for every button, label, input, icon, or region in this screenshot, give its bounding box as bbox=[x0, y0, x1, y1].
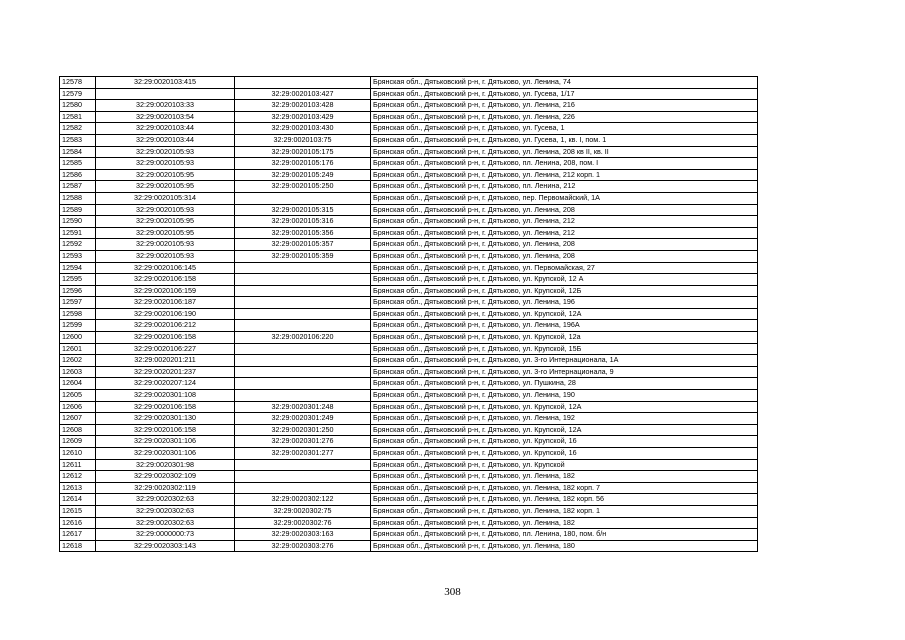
cadastral-number-cell: 32:29:0020105:314 bbox=[96, 192, 235, 204]
row-number-cell: 12586 bbox=[60, 169, 96, 181]
object-cadastral-number-cell bbox=[235, 77, 371, 89]
row-number-cell: 12584 bbox=[60, 146, 96, 158]
address-cell: Брянская обл., Дятьковский р-н, г. Дятьково, ул. Ленина, 182 корп. 7 bbox=[371, 482, 758, 494]
table-row bbox=[60, 540, 758, 552]
object-cadastral-number-cell: 32:29:0020105:316 bbox=[235, 216, 371, 228]
row-number-cell: 12583 bbox=[60, 134, 96, 146]
object-cadastral-number-cell: 32:29:0020301:248 bbox=[235, 401, 371, 413]
row-number-cell: 12604 bbox=[60, 378, 96, 390]
cadastral-number-cell: 32:29:0020103:54 bbox=[96, 111, 235, 123]
table-row bbox=[60, 390, 758, 402]
table-row bbox=[60, 482, 758, 494]
row-number-cell: 12610 bbox=[60, 448, 96, 460]
table-row bbox=[60, 366, 758, 378]
table-row bbox=[60, 169, 758, 181]
table-row bbox=[60, 343, 758, 355]
address-cell: Брянская обл., Дятьковский р-н, г. Дятьково, ул. Ленина, 190 bbox=[371, 390, 758, 402]
object-cadastral-number-cell: 32:29:0020105:249 bbox=[235, 169, 371, 181]
address-cell: Брянская обл., Дятьковский р-н, г. Дятьково, ул. Ленина, 208 bbox=[371, 250, 758, 262]
row-number-cell: 12593 bbox=[60, 250, 96, 262]
address-cell: Брянская обл., Дятьковский р-н, г. Дятьково, ул. Гусева, 1 bbox=[371, 123, 758, 135]
table-row bbox=[60, 308, 758, 320]
table-row bbox=[60, 216, 758, 228]
table-row bbox=[60, 123, 758, 135]
table-row bbox=[60, 134, 758, 146]
object-cadastral-number-cell: 32:29:0020103:429 bbox=[235, 111, 371, 123]
address-cell: Брянская обл., Дятьковский р-н, г. Дятьково, ул. Ленина, 180 bbox=[371, 540, 758, 552]
table-row bbox=[60, 192, 758, 204]
address-cell: Брянская обл., Дятьковский р-н, г. Дятьково, ул. Ленина, 208 bbox=[371, 204, 758, 216]
table-row bbox=[60, 517, 758, 529]
address-cell: Брянская обл., Дятьковский р-н, г. Дятьково, ул. Крупской, 12А bbox=[371, 424, 758, 436]
object-cadastral-number-cell: 32:29:0020103:427 bbox=[235, 88, 371, 100]
cadastral-number-cell: 32:29:0020103:44 bbox=[96, 134, 235, 146]
cadastral-number-cell: 32:29:0020201:211 bbox=[96, 355, 235, 367]
row-number-cell: 12582 bbox=[60, 123, 96, 135]
address-cell: Брянская обл., Дятьковский р-н, г. Дятьково, пл. Ленина, 208, пом. I bbox=[371, 158, 758, 170]
cadastral-number-cell: 32:29:0020301:106 bbox=[96, 436, 235, 448]
object-cadastral-number-cell: 32:29:0020105:357 bbox=[235, 239, 371, 251]
table-row bbox=[60, 448, 758, 460]
table-row bbox=[60, 250, 758, 262]
row-number-cell: 12602 bbox=[60, 355, 96, 367]
row-number-cell: 12600 bbox=[60, 332, 96, 344]
object-cadastral-number-cell: 32:29:0020302:76 bbox=[235, 517, 371, 529]
table-row bbox=[60, 494, 758, 506]
cadastral-number-cell: 32:29:0020105:93 bbox=[96, 204, 235, 216]
table-row bbox=[60, 239, 758, 251]
table-row bbox=[60, 227, 758, 239]
table-row bbox=[60, 285, 758, 297]
address-cell: Брянская обл., Дятьковский р-н, г. Дятьково, ул. Ленина, 182 bbox=[371, 471, 758, 483]
table-row bbox=[60, 100, 758, 112]
object-cadastral-number-cell bbox=[235, 192, 371, 204]
object-cadastral-number-cell bbox=[235, 459, 371, 471]
table-row bbox=[60, 204, 758, 216]
table-row bbox=[60, 262, 758, 274]
object-cadastral-number-cell bbox=[235, 262, 371, 274]
object-cadastral-number-cell: 32:29:0020303:163 bbox=[235, 529, 371, 541]
object-cadastral-number-cell: 32:29:0020301:250 bbox=[235, 424, 371, 436]
cadastral-number-cell: 32:29:0020106:187 bbox=[96, 297, 235, 309]
row-number-cell: 12581 bbox=[60, 111, 96, 123]
row-number-cell: 12614 bbox=[60, 494, 96, 506]
address-cell: Брянская обл., Дятьковский р-н, г. Дятьково, пер. Первомайский, 1А bbox=[371, 192, 758, 204]
cadastral-number-cell: 32:29:0020106:158 bbox=[96, 424, 235, 436]
row-number-cell: 12607 bbox=[60, 413, 96, 425]
row-number-cell: 12587 bbox=[60, 181, 96, 193]
object-cadastral-number-cell: 32:29:0020301:277 bbox=[235, 448, 371, 460]
cadastral-number-cell: 32:29:0020103:44 bbox=[96, 123, 235, 135]
object-cadastral-number-cell: 32:29:0020103:430 bbox=[235, 123, 371, 135]
object-cadastral-number-cell: 32:29:0020105:315 bbox=[235, 204, 371, 216]
registry-table-body bbox=[60, 77, 758, 552]
cadastral-number-cell bbox=[96, 88, 235, 100]
row-number-cell: 12612 bbox=[60, 471, 96, 483]
address-cell: Брянская обл., Дятьковский р-н, г. Дятьково, ул. Ленина, 182 bbox=[371, 517, 758, 529]
row-number-cell: 12617 bbox=[60, 529, 96, 541]
object-cadastral-number-cell bbox=[235, 308, 371, 320]
object-cadastral-number-cell: 32:29:0020301:249 bbox=[235, 413, 371, 425]
cadastral-number-cell: 32:29:0020105:93 bbox=[96, 250, 235, 262]
address-cell: Брянская обл., Дятьковский р-н, г. Дятьково, ул. Крупской, 12Б bbox=[371, 285, 758, 297]
table-row bbox=[60, 424, 758, 436]
address-cell: Брянская обл., Дятьковский р-н, г. Дятьково, ул. Гусева, 1/17 bbox=[371, 88, 758, 100]
row-number-cell: 12618 bbox=[60, 540, 96, 552]
cadastral-number-cell: 32:29:0020301:130 bbox=[96, 413, 235, 425]
cadastral-number-cell: 32:29:0020106:158 bbox=[96, 401, 235, 413]
row-number-cell: 12590 bbox=[60, 216, 96, 228]
row-number-cell: 12578 bbox=[60, 77, 96, 89]
cadastral-number-cell: 32:29:0020302:63 bbox=[96, 505, 235, 517]
cadastral-number-cell: 32:29:0020103:415 bbox=[96, 77, 235, 89]
cadastral-number-cell: 32:29:0020106:227 bbox=[96, 343, 235, 355]
address-cell: Брянская обл., Дятьковский р-н, г. Дятьково, ул. Ленина, 212 bbox=[371, 227, 758, 239]
address-cell: Брянская обл., Дятьковский р-н, г. Дятьково, ул. Ленина, 208 bbox=[371, 239, 758, 251]
row-number-cell: 12596 bbox=[60, 285, 96, 297]
table-row bbox=[60, 77, 758, 89]
table-row bbox=[60, 355, 758, 367]
row-number-cell: 12615 bbox=[60, 505, 96, 517]
address-cell: Брянская обл., Дятьковский р-н, г. Дятьково, ул. Крупской, 12 А bbox=[371, 274, 758, 286]
table-row bbox=[60, 320, 758, 332]
cadastral-number-cell: 32:29:0020105:95 bbox=[96, 169, 235, 181]
address-cell: Брянская обл., Дятьковский р-н, г. Дятьково, ул. Ленина, 212 bbox=[371, 216, 758, 228]
address-cell: Брянская обл., Дятьковский р-н, г. Дятьково, ул. Крупской, 16 bbox=[371, 448, 758, 460]
row-number-cell: 12609 bbox=[60, 436, 96, 448]
address-cell: Брянская обл., Дятьковский р-н, г. Дятьково, пл. Ленина, 180, пом. б/н bbox=[371, 529, 758, 541]
object-cadastral-number-cell: 32:29:0020105:176 bbox=[235, 158, 371, 170]
cadastral-number-cell: 32:29:0020105:95 bbox=[96, 227, 235, 239]
table-row bbox=[60, 88, 758, 100]
cadastral-number-cell: 32:29:0020106:159 bbox=[96, 285, 235, 297]
object-cadastral-number-cell bbox=[235, 390, 371, 402]
object-cadastral-number-cell bbox=[235, 343, 371, 355]
table-row bbox=[60, 471, 758, 483]
object-cadastral-number-cell: 32:29:0020301:276 bbox=[235, 436, 371, 448]
table-row bbox=[60, 181, 758, 193]
address-cell: Брянская обл., Дятьковский р-н, г. Дятьково, ул. Крупской bbox=[371, 459, 758, 471]
object-cadastral-number-cell: 32:29:0020105:356 bbox=[235, 227, 371, 239]
registry-table bbox=[59, 76, 758, 552]
cadastral-number-cell: 32:29:0020301:108 bbox=[96, 390, 235, 402]
cadastral-number-cell: 32:29:0020105:95 bbox=[96, 216, 235, 228]
address-cell: Брянская обл., Дятьковский р-н, г. Дятьково, ул. Пушкина, 28 bbox=[371, 378, 758, 390]
table-row bbox=[60, 378, 758, 390]
cadastral-number-cell: 32:29:0020301:98 bbox=[96, 459, 235, 471]
address-cell: Брянская обл., Дятьковский р-н, г. Дятьково, ул. Ленина, 196А bbox=[371, 320, 758, 332]
table-row bbox=[60, 146, 758, 158]
table-row bbox=[60, 459, 758, 471]
cadastral-number-cell: 32:29:0020106:145 bbox=[96, 262, 235, 274]
row-number-cell: 12579 bbox=[60, 88, 96, 100]
object-cadastral-number-cell bbox=[235, 471, 371, 483]
address-cell: Брянская обл., Дятьковский р-н, г. Дятьково, ул. Крупской, 12а bbox=[371, 332, 758, 344]
address-cell: Брянская обл., Дятьковский р-н, г. Дятьково, ул. 3-го Интернационала, 9 bbox=[371, 366, 758, 378]
row-number-cell: 12597 bbox=[60, 297, 96, 309]
object-cadastral-number-cell: 32:29:0020303:276 bbox=[235, 540, 371, 552]
address-cell: Брянская обл., Дятьковский р-н, г. Дятьково, ул. Ленина, 216 bbox=[371, 100, 758, 112]
row-number-cell: 12613 bbox=[60, 482, 96, 494]
address-cell: Брянская обл., Дятьковский р-н, г. Дятьково, ул. Крупской, 15Б bbox=[371, 343, 758, 355]
row-number-cell: 12595 bbox=[60, 274, 96, 286]
object-cadastral-number-cell: 32:29:0020103:428 bbox=[235, 100, 371, 112]
row-number-cell: 12603 bbox=[60, 366, 96, 378]
table-row bbox=[60, 274, 758, 286]
cadastral-number-cell: 32:29:0000000:73 bbox=[96, 529, 235, 541]
object-cadastral-number-cell: 32:29:0020103:75 bbox=[235, 134, 371, 146]
cadastral-number-cell: 32:29:0020103:33 bbox=[96, 100, 235, 112]
row-number-cell: 12588 bbox=[60, 192, 96, 204]
cadastral-number-cell: 32:29:0020302:109 bbox=[96, 471, 235, 483]
object-cadastral-number-cell: 32:29:0020106:220 bbox=[235, 332, 371, 344]
address-cell: Брянская обл., Дятьковский р-н, г. Дятьково, ул. Гусева, 1, кв. I, пом. 1 bbox=[371, 134, 758, 146]
cadastral-number-cell: 32:29:0020105:95 bbox=[96, 181, 235, 193]
cadastral-number-cell: 32:29:0020302:63 bbox=[96, 494, 235, 506]
table-row bbox=[60, 529, 758, 541]
row-number-cell: 12592 bbox=[60, 239, 96, 251]
row-number-cell: 12591 bbox=[60, 227, 96, 239]
table-row bbox=[60, 297, 758, 309]
address-cell: Брянская обл., Дятьковский р-н, г. Дятьково, ул. Ленина, 74 bbox=[371, 77, 758, 89]
cadastral-number-cell: 32:29:0020105:93 bbox=[96, 146, 235, 158]
table-row bbox=[60, 158, 758, 170]
object-cadastral-number-cell: 32:29:0020105:359 bbox=[235, 250, 371, 262]
cadastral-number-cell: 32:29:0020201:237 bbox=[96, 366, 235, 378]
cadastral-number-cell: 32:29:0020302:119 bbox=[96, 482, 235, 494]
cadastral-number-cell: 32:29:0020106:158 bbox=[96, 274, 235, 286]
row-number-cell: 12605 bbox=[60, 390, 96, 402]
row-number-cell: 12589 bbox=[60, 204, 96, 216]
object-cadastral-number-cell: 32:29:0020105:250 bbox=[235, 181, 371, 193]
cadastral-number-cell: 32:29:0020106:212 bbox=[96, 320, 235, 332]
object-cadastral-number-cell bbox=[235, 355, 371, 367]
object-cadastral-number-cell: 32:29:0020105:175 bbox=[235, 146, 371, 158]
address-cell: Брянская обл., Дятьковский р-н, г. Дятьково, ул. Крупской, 12А bbox=[371, 308, 758, 320]
object-cadastral-number-cell bbox=[235, 366, 371, 378]
row-number-cell: 12616 bbox=[60, 517, 96, 529]
cadastral-number-cell: 32:29:0020303:143 bbox=[96, 540, 235, 552]
row-number-cell: 12580 bbox=[60, 100, 96, 112]
object-cadastral-number-cell bbox=[235, 378, 371, 390]
cadastral-number-cell: 32:29:0020301:106 bbox=[96, 448, 235, 460]
row-number-cell: 12611 bbox=[60, 459, 96, 471]
cadastral-number-cell: 32:29:0020105:93 bbox=[96, 239, 235, 251]
object-cadastral-number-cell: 32:29:0020302:75 bbox=[235, 505, 371, 517]
address-cell: Брянская обл., Дятьковский р-н, г. Дятьково, ул. Ленина, 208 кв II, кв. II bbox=[371, 146, 758, 158]
row-number-cell: 12594 bbox=[60, 262, 96, 274]
cadastral-number-cell: 32:29:0020106:190 bbox=[96, 308, 235, 320]
address-cell: Брянская обл., Дятьковский р-н, г. Дятьково, ул. Ленина, 182 корп. 1 bbox=[371, 505, 758, 517]
address-cell: Брянская обл., Дятьковский р-н, г. Дятьково, ул. Ленина, 212 корп. 1 bbox=[371, 169, 758, 181]
object-cadastral-number-cell bbox=[235, 285, 371, 297]
cadastral-number-cell: 32:29:0020106:158 bbox=[96, 332, 235, 344]
row-number-cell: 12601 bbox=[60, 343, 96, 355]
address-cell: Брянская обл., Дятьковский р-н, г. Дятьково, ул. Ленина, 192 bbox=[371, 413, 758, 425]
address-cell: Брянская обл., Дятьковский р-н, г. Дятьково, ул. Крупской, 12А bbox=[371, 401, 758, 413]
address-cell: Брянская обл., Дятьковский р-н, г. Дятьково, ул. Крупской, 16 bbox=[371, 436, 758, 448]
page-number: 308 bbox=[444, 586, 461, 598]
object-cadastral-number-cell bbox=[235, 297, 371, 309]
address-cell: Брянская обл., Дятьковский р-н, г. Дятьково, ул. Ленина, 196 bbox=[371, 297, 758, 309]
cadastral-number-cell: 32:29:0020105:93 bbox=[96, 158, 235, 170]
cadastral-number-cell: 32:29:0020302:63 bbox=[96, 517, 235, 529]
row-number-cell: 12598 bbox=[60, 308, 96, 320]
table-row bbox=[60, 436, 758, 448]
object-cadastral-number-cell bbox=[235, 274, 371, 286]
object-cadastral-number-cell bbox=[235, 482, 371, 494]
address-cell: Брянская обл., Дятьковский р-н, г. Дятьково, пл. Ленина, 212 bbox=[371, 181, 758, 193]
cadastral-number-cell: 32:29:0020207:124 bbox=[96, 378, 235, 390]
object-cadastral-number-cell bbox=[235, 320, 371, 332]
row-number-cell: 12608 bbox=[60, 424, 96, 436]
row-number-cell: 12599 bbox=[60, 320, 96, 332]
table-row bbox=[60, 111, 758, 123]
object-cadastral-number-cell: 32:29:0020302:122 bbox=[235, 494, 371, 506]
address-cell: Брянская обл., Дятьковский р-н, г. Дятьково, ул. Ленина, 182 корп. 56 bbox=[371, 494, 758, 506]
row-number-cell: 12606 bbox=[60, 401, 96, 413]
address-cell: Брянская обл., Дятьковский р-н, г. Дятьково, ул. 3-го Интернационала, 1А bbox=[371, 355, 758, 367]
address-cell: Брянская обл., Дятьковский р-н, г. Дятьково, ул. Первомайская, 27 bbox=[371, 262, 758, 274]
table-row bbox=[60, 401, 758, 413]
row-number-cell: 12585 bbox=[60, 158, 96, 170]
address-cell: Брянская обл., Дятьковский р-н, г. Дятьково, ул. Ленина, 226 bbox=[371, 111, 758, 123]
table-row bbox=[60, 505, 758, 517]
table-row bbox=[60, 332, 758, 344]
table-row bbox=[60, 413, 758, 425]
